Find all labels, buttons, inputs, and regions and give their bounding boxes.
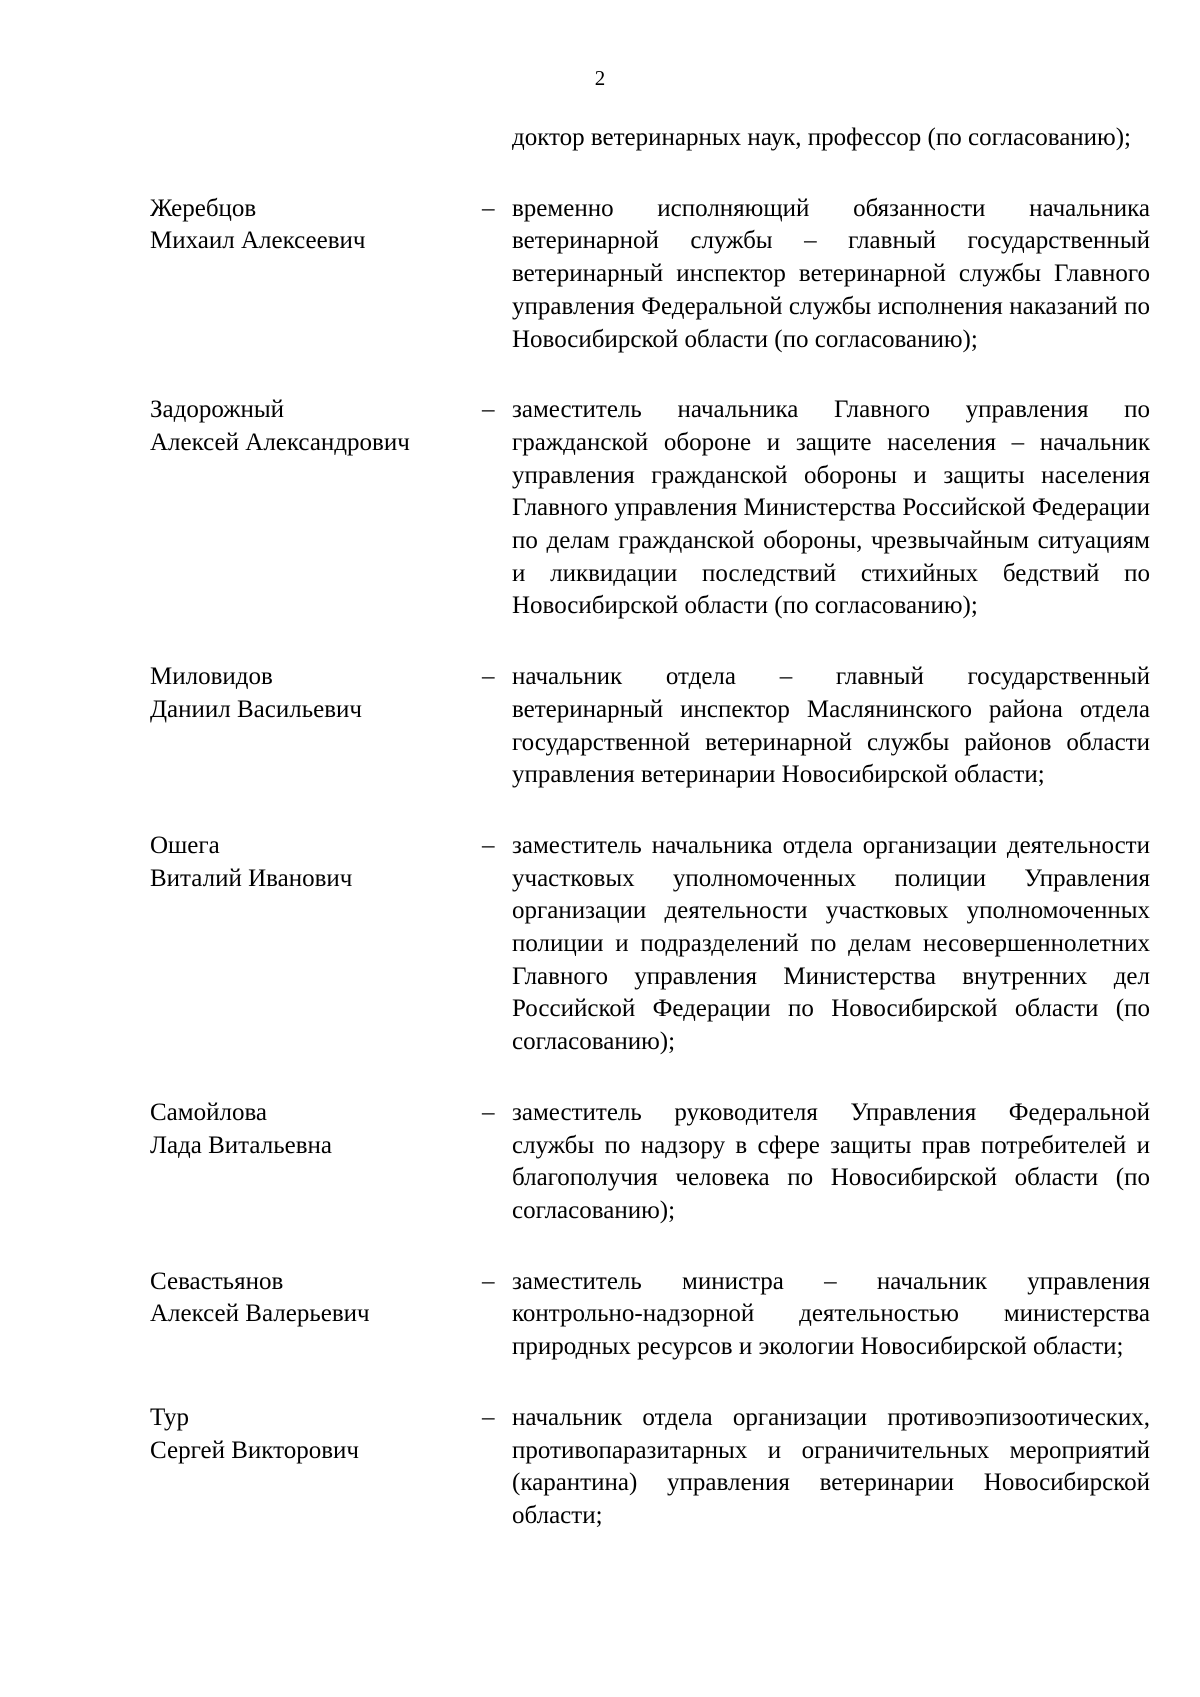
dash-separator: –	[482, 1267, 495, 1295]
member-given-name: Даниил Васильевич	[150, 695, 362, 723]
page-number: 2	[594, 66, 606, 90]
member-role: начальник отдела – главный государственный ветеринарный инспектор Маслянинского района отдела государственной ветеринарной службы районов области управления ветеринарии Новосибирской области;	[512, 663, 1150, 789]
list-item	[0, 830, 1200, 1059]
member-role: временно исполняющий обязанности начальника ветеринарной службы – главный государственный ветеринарный инспектор ветеринарной службы Главного управления Федеральной службы исполнения наказаний по Новосибирской области (по согласованию);	[512, 194, 1150, 353]
member-surname: Жеребцов	[150, 194, 257, 222]
member-surname: Задорожный	[150, 396, 285, 424]
list-item	[0, 1097, 1200, 1228]
list-item	[0, 394, 1200, 623]
list-item	[0, 1266, 1200, 1364]
list-item	[0, 1402, 1200, 1533]
dash-separator: –	[482, 396, 495, 424]
member-surname: Ошега	[150, 831, 220, 859]
dash-separator: –	[482, 1403, 495, 1431]
intro-continuation: доктор ветеринарных наук, профессор (по согласованию);	[512, 124, 1132, 151]
member-name	[150, 1097, 480, 1162]
member-name	[150, 1266, 480, 1331]
member-name	[150, 394, 480, 459]
member-role: заместитель руководителя Управления Федеральной службы по надзору в сфере защиты прав потребителей и благополучия человека по Новосибирской области (по согласованию);	[512, 1098, 1150, 1224]
member-given-name: Виталий Иванович	[150, 864, 353, 892]
member-name	[150, 193, 480, 258]
member-surname: Тур	[150, 1403, 190, 1431]
member-given-name: Сергей Викторович	[150, 1436, 359, 1464]
member-role: начальник отдела организации противоэпизоотических, противопаразитарных и ограничительных мероприятий (карантина) управления ветеринарии Новосибирской области;	[512, 1403, 1150, 1529]
dash-separator: –	[482, 831, 495, 859]
dash-separator: –	[482, 194, 495, 222]
member-surname: Миловидов	[150, 663, 273, 691]
member-list	[0, 122, 1200, 1533]
member-name	[150, 830, 480, 895]
member-role: заместитель начальника отдела организации деятельности участковых уполномоченных полиции Управления организации деятельности участковых уполномоченных полиции и подразделений по делам несовершеннолетних Главного управления Министерства внутренних дел Российской Федерации по Новосибирской области (по согласованию);	[512, 831, 1150, 1056]
member-role: заместитель министра – начальник управления контрольно-надзорной деятельностью министерства природных ресурсов и экологии Новосибирской области;	[512, 1267, 1150, 1361]
member-surname: Самойлова	[150, 1098, 268, 1126]
list-item	[0, 661, 1200, 792]
member-given-name: Лада Витальевна	[150, 1131, 332, 1159]
member-surname: Севастьянов	[150, 1267, 284, 1295]
member-name	[150, 1402, 480, 1467]
dash-separator: –	[482, 1098, 495, 1126]
member-given-name: Михаил Алексеевич	[150, 227, 366, 255]
dash-separator: –	[482, 663, 495, 691]
member-name	[150, 661, 480, 726]
member-given-name: Алексей Александрович	[150, 428, 410, 456]
member-given-name: Алексей Валерьевич	[150, 1300, 370, 1328]
list-item	[0, 193, 1200, 357]
member-role: заместитель начальника Главного управления по гражданской обороне и защите населения – начальник управления гражданской обороны и защиты населения Главного управления Министерства Российской Федерации по делам гражданской обороны, чрезвычайным ситуациям и ликвидации последствий стихийных бедствий по Новосибирской области (по согласованию);	[512, 396, 1150, 620]
